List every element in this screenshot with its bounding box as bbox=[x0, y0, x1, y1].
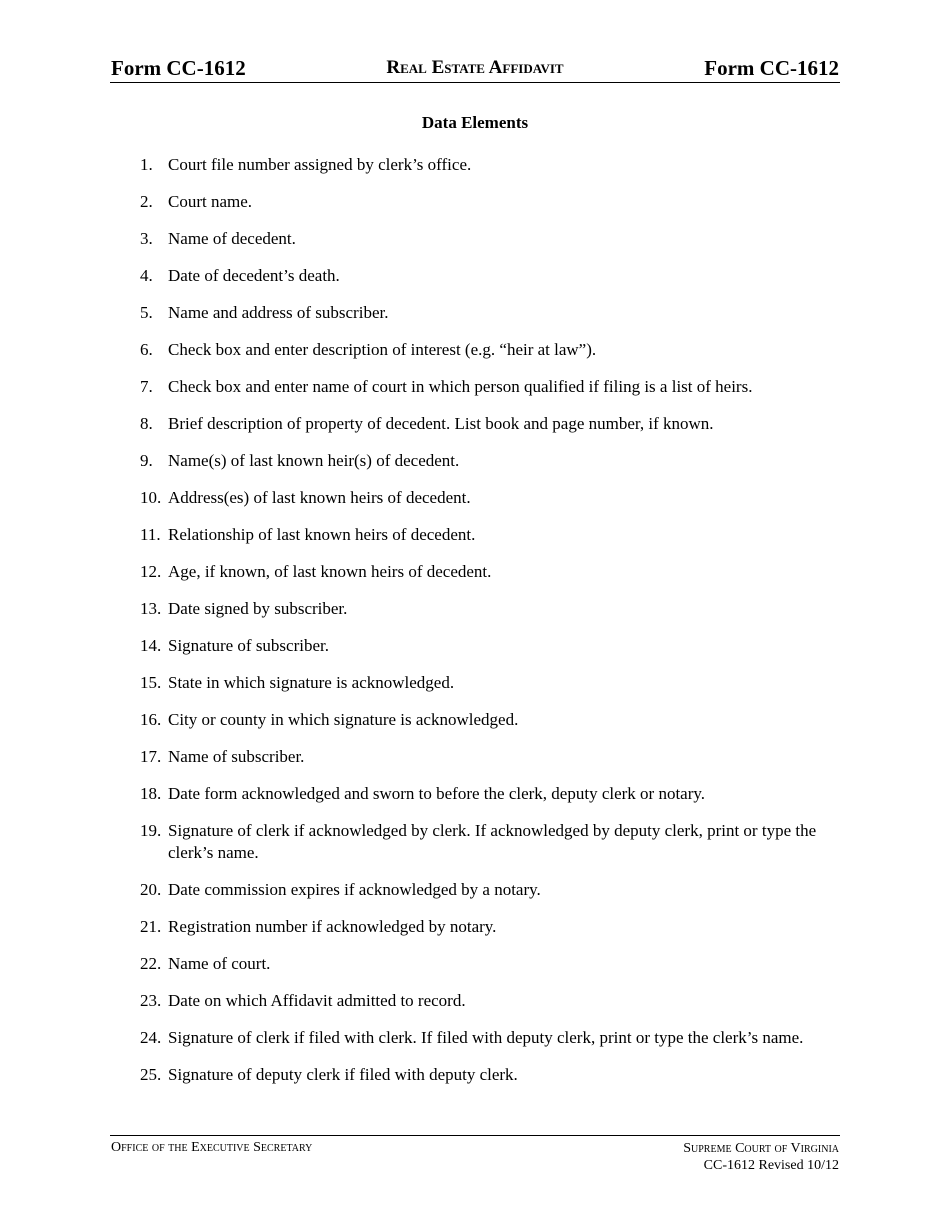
item-text: Signature of clerk if filed with clerk. If filed with deputy clerk, print or type the clerk’s name. bbox=[168, 1028, 804, 1047]
list-item bbox=[140, 783, 830, 805]
item-number: 2. bbox=[140, 192, 153, 211]
item-text: Brief description of property of decedent. List book and page number, if known. bbox=[168, 414, 714, 433]
item-number: 14. bbox=[140, 636, 162, 655]
item-number: 12. bbox=[140, 562, 162, 581]
list-item bbox=[140, 672, 830, 694]
item-text: Check box and enter description of interest (e.g. “heir at law”). bbox=[168, 340, 597, 359]
item-number: 9. bbox=[140, 451, 153, 470]
item-text: Relationship of last known heirs of decedent. bbox=[168, 525, 476, 544]
item-text: Name of decedent. bbox=[168, 229, 296, 248]
list-item bbox=[140, 1027, 830, 1049]
item-text: Name and address of subscriber. bbox=[168, 303, 389, 322]
list-item bbox=[140, 879, 830, 901]
item-text: Date signed by subscriber. bbox=[168, 599, 348, 618]
page-header bbox=[110, 54, 840, 83]
list-item bbox=[140, 746, 830, 768]
footer-court-info bbox=[683, 1140, 839, 1174]
list-item bbox=[140, 154, 830, 176]
header-form-number-left: Form CC-1612 bbox=[111, 56, 246, 80]
item-text: Date commission expires if acknowledged by a notary. bbox=[168, 880, 541, 899]
item-text: Court name. bbox=[168, 192, 253, 211]
list-item bbox=[140, 376, 830, 398]
list-item bbox=[140, 413, 830, 435]
item-number: 18. bbox=[140, 784, 162, 803]
footer-court-name: Supreme Court of Virginia bbox=[683, 1141, 839, 1156]
item-number: 13. bbox=[140, 599, 162, 618]
item-text: Signature of deputy clerk if filed with deputy clerk. bbox=[168, 1065, 518, 1084]
item-number: 21. bbox=[140, 917, 162, 936]
item-text: Name(s) of last known heir(s) of decedent. bbox=[168, 451, 460, 470]
list-item bbox=[140, 265, 830, 287]
list-item bbox=[140, 487, 830, 509]
list-item bbox=[140, 561, 830, 583]
header-form-number-right: Form CC-1612 bbox=[704, 56, 839, 80]
list-item bbox=[140, 820, 830, 864]
item-text: Check box and enter name of court in which person qualified if filing is a list of heirs. bbox=[168, 377, 753, 396]
item-number: 24. bbox=[140, 1028, 162, 1047]
list-item bbox=[140, 228, 830, 250]
list-item bbox=[140, 635, 830, 657]
item-number: 11. bbox=[140, 525, 161, 544]
item-number: 3. bbox=[140, 229, 153, 248]
data-elements-list bbox=[140, 154, 830, 1101]
item-number: 7. bbox=[140, 377, 153, 396]
item-text: Name of court. bbox=[168, 954, 271, 973]
list-item bbox=[140, 709, 830, 731]
item-number: 19. bbox=[140, 821, 162, 840]
item-text: Registration number if acknowledged by notary. bbox=[168, 917, 497, 936]
list-item bbox=[140, 524, 830, 546]
item-text: State in which signature is acknowledged. bbox=[168, 673, 455, 692]
item-text: Signature of clerk if acknowledged by clerk. If acknowledged by deputy clerk, print or type the clerk’s name. bbox=[168, 821, 817, 862]
item-number: 1. bbox=[140, 155, 153, 174]
item-number: 4. bbox=[140, 266, 153, 285]
item-number: 23. bbox=[140, 991, 162, 1010]
list-item bbox=[140, 1064, 830, 1086]
footer-office-name: Office of the Executive Secretary bbox=[111, 1140, 313, 1155]
list-item bbox=[140, 916, 830, 938]
list-item bbox=[140, 339, 830, 361]
header-form-title: Real Estate Affidavit bbox=[386, 57, 564, 78]
item-text: Date of decedent’s death. bbox=[168, 266, 340, 285]
list-item bbox=[140, 990, 830, 1012]
item-text: City or county in which signature is acknowledged. bbox=[168, 710, 519, 729]
list-item bbox=[140, 598, 830, 620]
item-number: 16. bbox=[140, 710, 162, 729]
footer-revision: CC-1612 Revised 10/12 bbox=[703, 1158, 839, 1173]
section-title: Data Elements bbox=[421, 113, 529, 132]
item-text: Name of subscriber. bbox=[168, 747, 305, 766]
item-text: Address(es) of last known heirs of decedent. bbox=[168, 488, 471, 507]
item-number: 20. bbox=[140, 880, 162, 899]
item-number: 5. bbox=[140, 303, 153, 322]
item-text: Court file number assigned by clerk’s office. bbox=[168, 155, 472, 174]
item-number: 10. bbox=[140, 488, 162, 507]
item-number: 17. bbox=[140, 747, 162, 766]
item-text: Date on which Affidavit admitted to record. bbox=[168, 991, 466, 1010]
item-number: 6. bbox=[140, 340, 153, 359]
item-text: Date form acknowledged and sworn to before the clerk, deputy clerk or notary. bbox=[168, 784, 706, 803]
page-footer bbox=[110, 1135, 840, 1173]
item-number: 8. bbox=[140, 414, 153, 433]
item-text: Age, if known, of last known heirs of decedent. bbox=[168, 562, 492, 581]
item-number: 22. bbox=[140, 954, 162, 973]
list-item bbox=[140, 302, 830, 324]
item-number: 25. bbox=[140, 1065, 162, 1084]
item-number: 15. bbox=[140, 673, 162, 692]
list-item bbox=[140, 953, 830, 975]
list-item bbox=[140, 450, 830, 472]
item-text: Signature of subscriber. bbox=[168, 636, 329, 655]
list-item bbox=[140, 191, 830, 213]
